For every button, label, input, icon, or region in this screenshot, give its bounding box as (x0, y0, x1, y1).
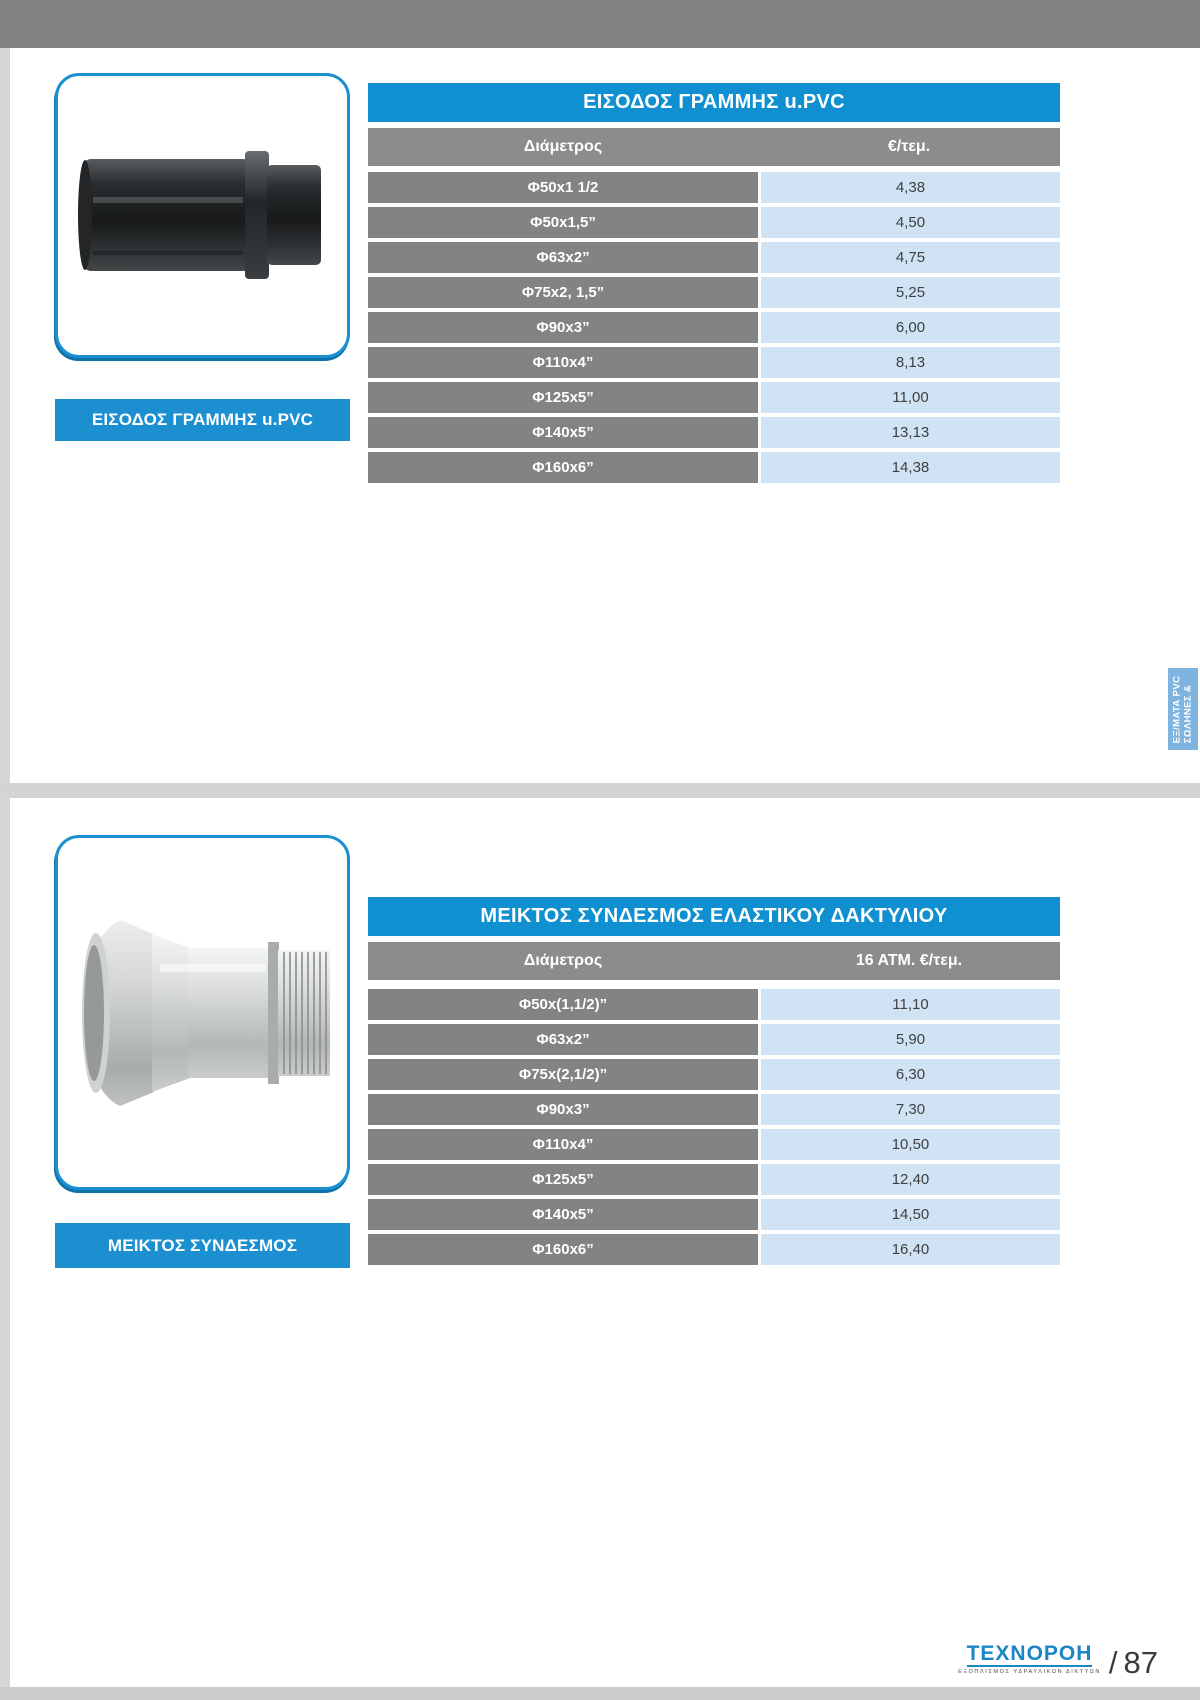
category-tab-label: ΕΞ/ΜΑΤΑ PVC ΣΩΛΗΝΕΣ & (1171, 675, 1195, 743)
table-row (368, 1024, 1060, 1055)
price-cell: 16,40 (761, 1234, 1060, 1265)
diameter-cell: Φ90x3” (368, 1094, 758, 1125)
product-label-line-inlet: ΕΙΣΟΔΟΣ ΓΡΑΜΜΗΣ u.PVC (55, 399, 350, 441)
diameter-cell: Φ160x6” (368, 452, 758, 483)
brand-tagline: ΕΞΟΠΛΙΣΜΟΣ ΥΔΡΑΥΛΙΚΩΝ ΔΙΚΤΥΩΝ (958, 1669, 1101, 1675)
section-divider (0, 783, 1200, 798)
brand-name: ΤΕΧΝΟΡΟΗ (966, 1642, 1093, 1665)
table-row (368, 242, 1060, 273)
column-header-diameter: Διάμετρος (523, 138, 603, 155)
column-header-price: 16 ΑΤΜ. €/τεμ. (855, 952, 963, 969)
table-row (368, 1129, 1060, 1160)
table-header-row (368, 942, 1060, 980)
mixed-coupling-photo (68, 868, 338, 1158)
left-edge-strip (0, 48, 10, 1687)
price-cell: 7,30 (761, 1094, 1060, 1125)
diameter-cell: Φ110x4” (368, 347, 758, 378)
table-row (368, 207, 1060, 238)
table-body (368, 989, 1060, 1265)
page-number-separator: / (1108, 1644, 1118, 1680)
page-footer (958, 1642, 1158, 1680)
table-row (368, 1094, 1060, 1125)
product-label-mixed-coupling: ΜΕΙΚΤΟΣ ΣΥΝΔΕΣΜΟΣ (55, 1223, 350, 1268)
diameter-cell: Φ50x1 1/2 (368, 172, 758, 203)
diameter-cell: Φ90x3” (368, 312, 758, 343)
category-tab-pvc-pipes-fittings (1168, 668, 1198, 750)
table-row (368, 172, 1060, 203)
price-cell: 8,13 (761, 347, 1060, 378)
diameter-cell: Φ125x5” (368, 382, 758, 413)
diameter-cell: Φ75x(2,1/2)” (368, 1059, 758, 1090)
table-row (368, 1059, 1060, 1090)
brand-logo (958, 1643, 1101, 1677)
diameter-cell: Φ75x2, 1,5” (368, 277, 758, 308)
price-cell: 10,50 (761, 1129, 1060, 1160)
table-body (368, 172, 1060, 483)
table-row (368, 452, 1060, 483)
table-title: ΜΕΙΚΤΟΣ ΣΥΝΔΕΣΜΟΣ ΕΛΑΣΤΙΚΟΥ ΔΑΚΤΥΛΙΟΥ (368, 897, 1060, 936)
price-cell: 4,38 (761, 172, 1060, 203)
product-photo-frame-mixed-coupling (55, 835, 350, 1190)
price-cell: 4,50 (761, 207, 1060, 238)
table-row (368, 1164, 1060, 1195)
price-cell: 5,25 (761, 277, 1060, 308)
price-table-line-inlet (368, 83, 1060, 487)
table-row (368, 277, 1060, 308)
price-cell: 11,00 (761, 382, 1060, 413)
price-cell: 12,40 (761, 1164, 1060, 1195)
price-cell: 13,13 (761, 417, 1060, 448)
diameter-cell: Φ140x5” (368, 417, 758, 448)
table-row (368, 382, 1060, 413)
diameter-cell: Φ50x(1,1/2)” (368, 989, 758, 1020)
table-row (368, 347, 1060, 378)
table-row (368, 989, 1060, 1020)
diameter-cell: Φ125x5” (368, 1164, 758, 1195)
column-header-price: €/τεμ. (887, 138, 931, 155)
page-number: 87 (1123, 1644, 1158, 1680)
price-cell: 14,38 (761, 452, 1060, 483)
price-table-mixed-coupling (368, 897, 1060, 1269)
table-row (368, 1199, 1060, 1230)
table-row (368, 1234, 1060, 1265)
table-title: ΕΙΣΟΔΟΣ ΓΡΑΜΜΗΣ u.PVC (368, 83, 1060, 122)
pvc-line-inlet-photo (73, 101, 333, 331)
price-cell: 4,75 (761, 242, 1060, 273)
price-cell: 6,00 (761, 312, 1060, 343)
diameter-cell: Φ160x6” (368, 1234, 758, 1265)
diameter-cell: Φ63x2” (368, 242, 758, 273)
diameter-cell: Φ63x2” (368, 1024, 758, 1055)
diameter-cell: Φ110x4” (368, 1129, 758, 1160)
price-cell: 5,90 (761, 1024, 1060, 1055)
table-row (368, 312, 1060, 343)
product-photo-frame-line-inlet (55, 73, 350, 358)
top-bar (0, 0, 1200, 48)
price-cell: 6,30 (761, 1059, 1060, 1090)
bottom-bar (0, 1687, 1200, 1700)
table-header-row (368, 128, 1060, 166)
diameter-cell: Φ50x1,5” (368, 207, 758, 238)
column-header-diameter: Διάμετρος (523, 952, 603, 969)
price-cell: 11,10 (761, 989, 1060, 1020)
price-cell: 14,50 (761, 1199, 1060, 1230)
diameter-cell: Φ140x5” (368, 1199, 758, 1230)
table-row (368, 417, 1060, 448)
